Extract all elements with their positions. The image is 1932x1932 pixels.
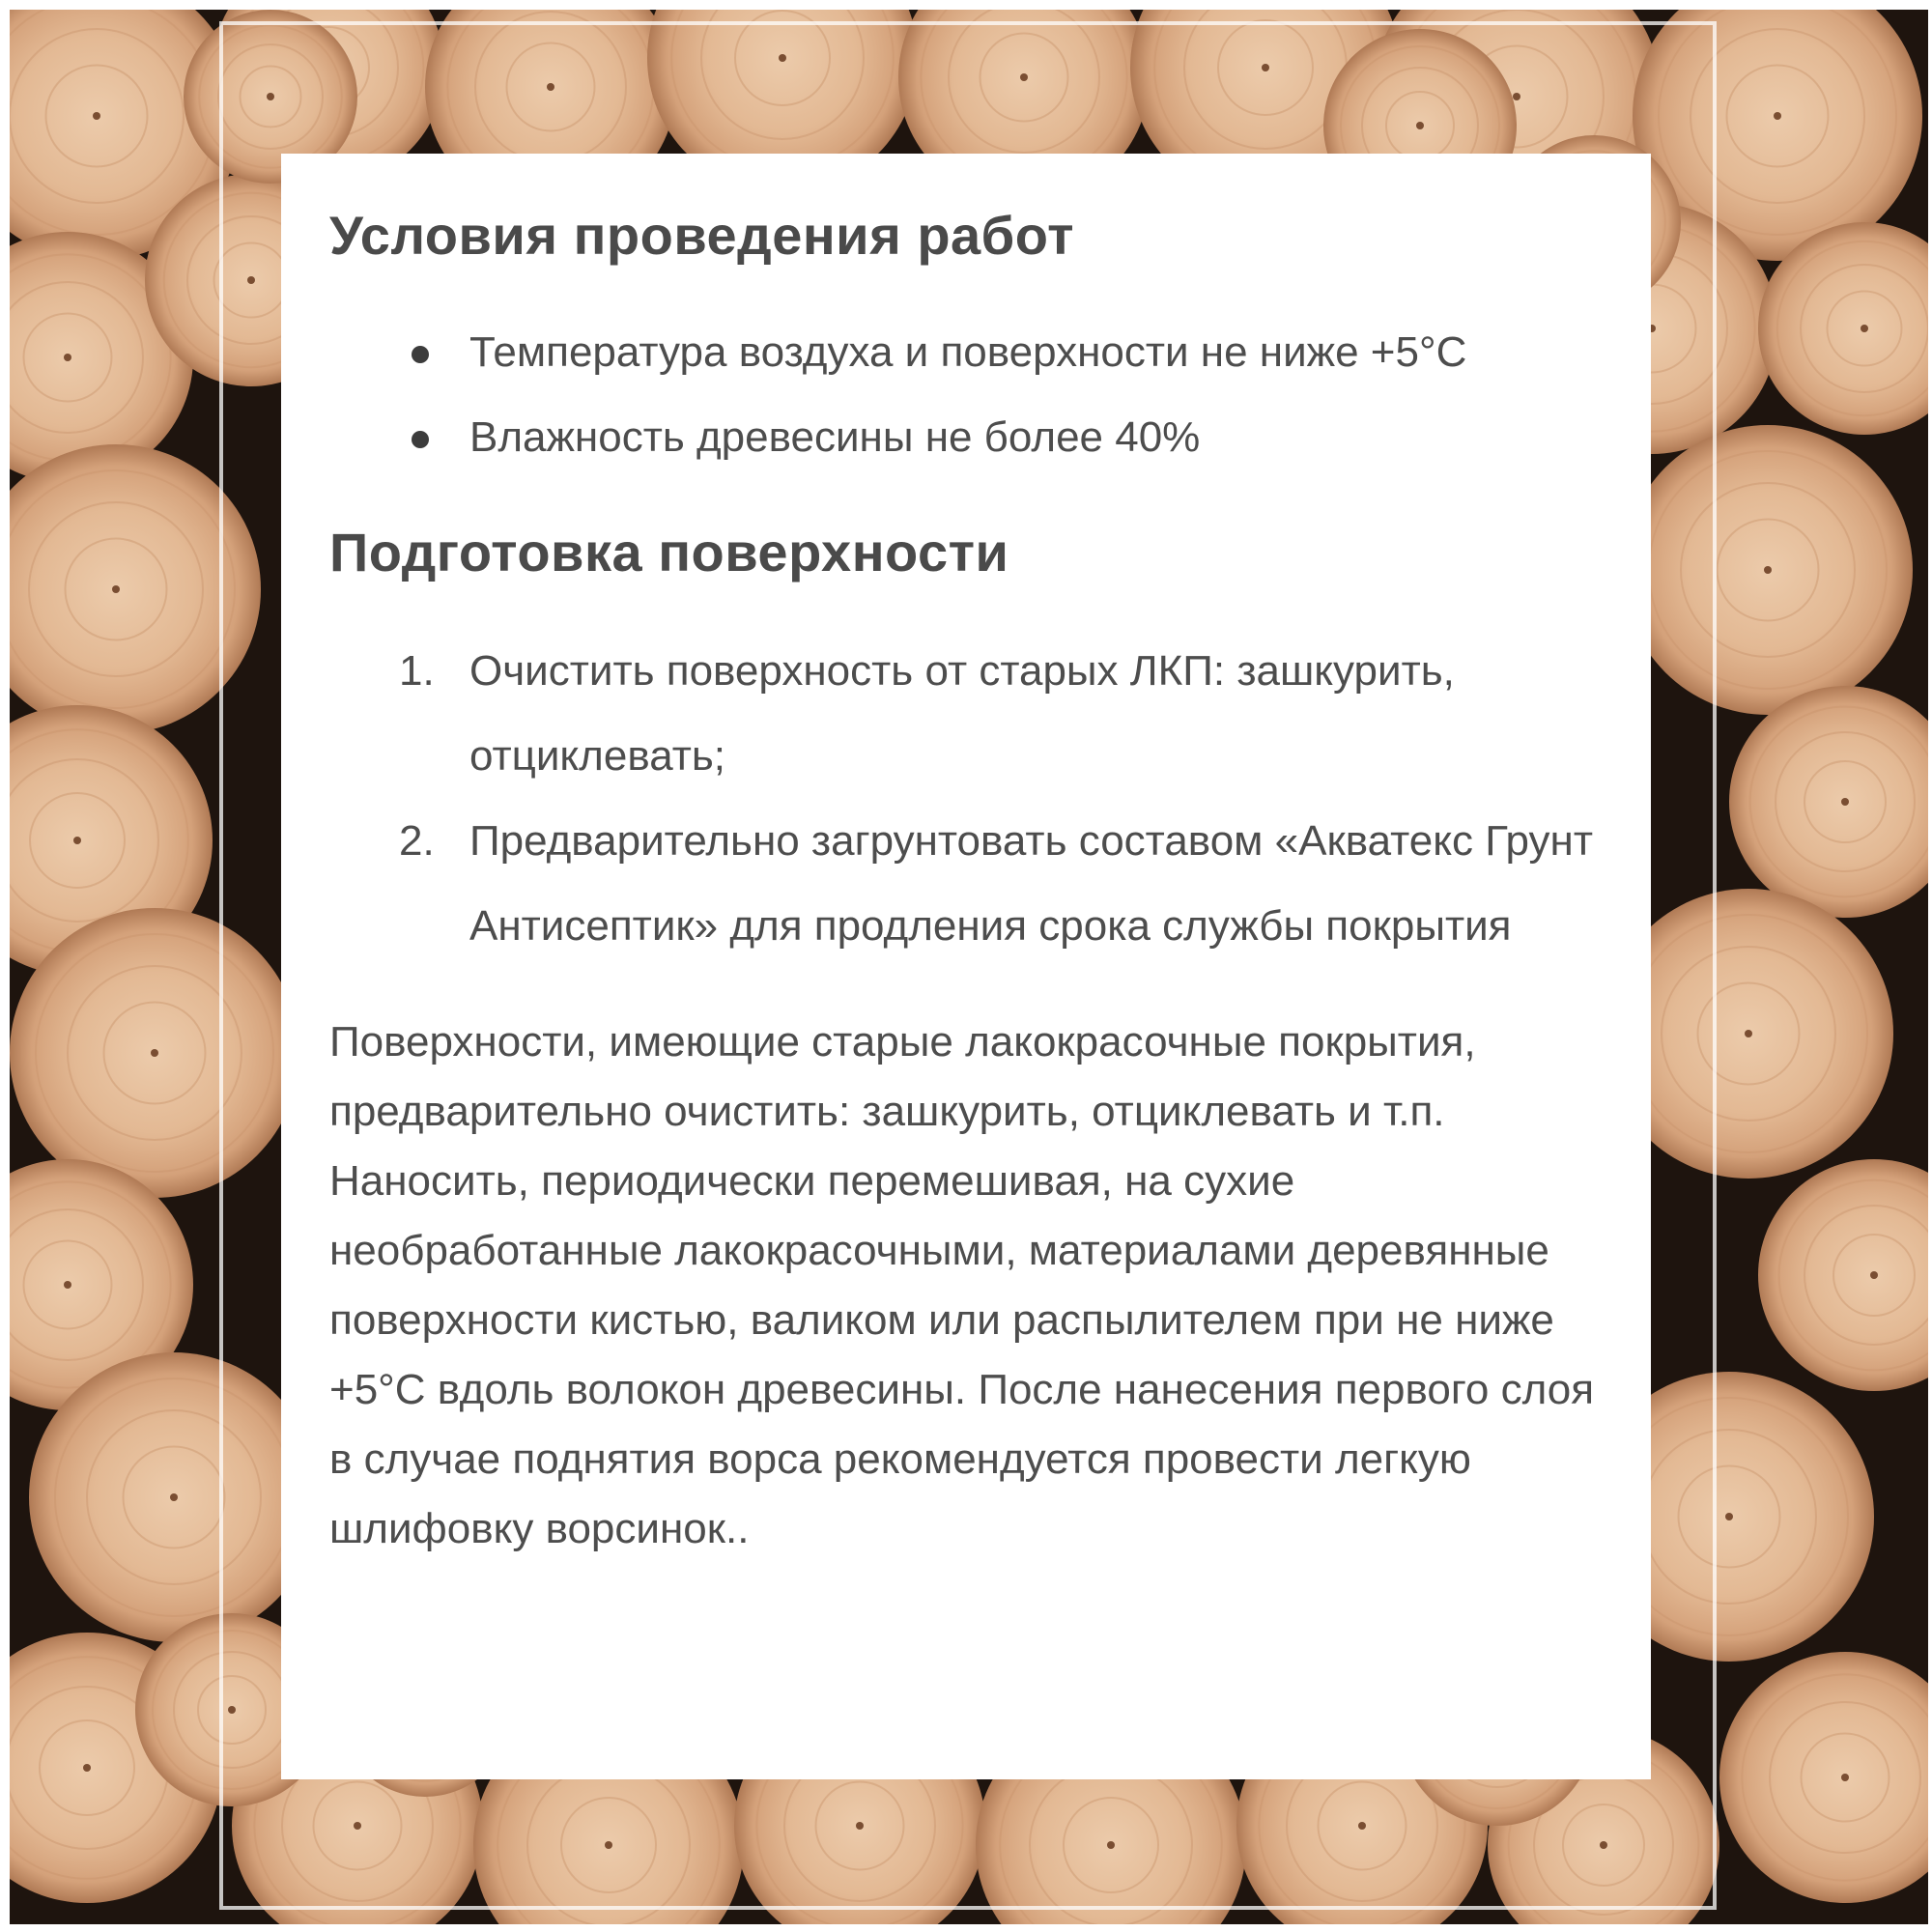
wood-pith-icon [267,93,274,100]
wood-pith-icon [1861,325,1868,332]
bullet-icon [412,346,429,363]
wood-pith-icon [1107,1841,1115,1849]
wood-pith-icon [247,276,255,284]
wood-pith-icon [64,1281,71,1289]
wood-pith-icon [83,1764,91,1772]
wood-pith-icon [1358,1822,1366,1830]
wood-pith-icon [1416,122,1424,129]
wood-pith-icon [547,83,554,91]
condition-humidity: Влажность древесины не более 40% [469,413,1201,461]
wood-pith-icon [1841,798,1849,806]
list-item [329,395,1597,480]
preparation-steps [329,629,1597,969]
wood-pith-icon [1262,64,1269,71]
wood-pith-icon [1020,73,1028,81]
wood-pith-icon [93,112,100,120]
step-number: 1. [399,647,435,695]
list-item [329,310,1597,395]
instructions-card [281,154,1651,1779]
preparation-heading: Подготовка поверхности [329,522,1009,582]
wood-pith-icon [779,54,786,62]
step-text: Очистить поверхность от старых ЛКП: зашкурить, отциклевать; [469,647,1455,780]
bullet-icon [412,431,429,448]
wood-pith-icon [1764,566,1772,574]
wood-pith-icon [1745,1030,1752,1037]
wood-pith-icon [1513,93,1520,100]
wood-pith-icon [1774,112,1781,120]
wood-pith-icon [64,354,71,361]
step-text: Предварительно загрунтовать составом «Акватекс Грунт Антисептик» для продления срока службы покрытия [469,817,1593,950]
step-number: 2. [399,817,435,865]
wood-pith-icon [112,585,120,593]
wood-pith-icon [170,1493,178,1501]
wood-pith-icon [1600,1841,1607,1849]
list-item [329,799,1597,969]
wood-pith-icon [354,1822,361,1830]
wood-pith-icon [73,837,81,844]
list-item [329,629,1597,799]
wood-pith-icon [1841,1774,1849,1781]
wood-pith-icon [1870,1271,1878,1279]
application-description: Поверхности, имеющие старые лакокрасочные покрытия, предварительно очистить: зашкурить, отциклевать и т.п. Наносить, периодически перемешивая, на сухие необработанные лакокрасочными, материалами деревянные поверхности кистью, валиком или распылителем при не ниже +5°С вдоль волокон древесины. После нанесения первого слоя в случае поднятия ворса рекомендуется провести легкую шлифовку ворсинок.. [329,1018,1595,1552]
condition-temperature: Температура воздуха и поверхности не ниже +5°С [469,328,1467,376]
conditions-heading: Условия проведения работ [329,205,1075,266]
wood-pith-icon [151,1049,158,1057]
wood-pith-icon [856,1822,864,1830]
conditions-list [329,310,1597,480]
wood-pith-icon [228,1706,236,1714]
wood-pith-icon [1725,1513,1733,1520]
wood-pith-icon [605,1841,612,1849]
